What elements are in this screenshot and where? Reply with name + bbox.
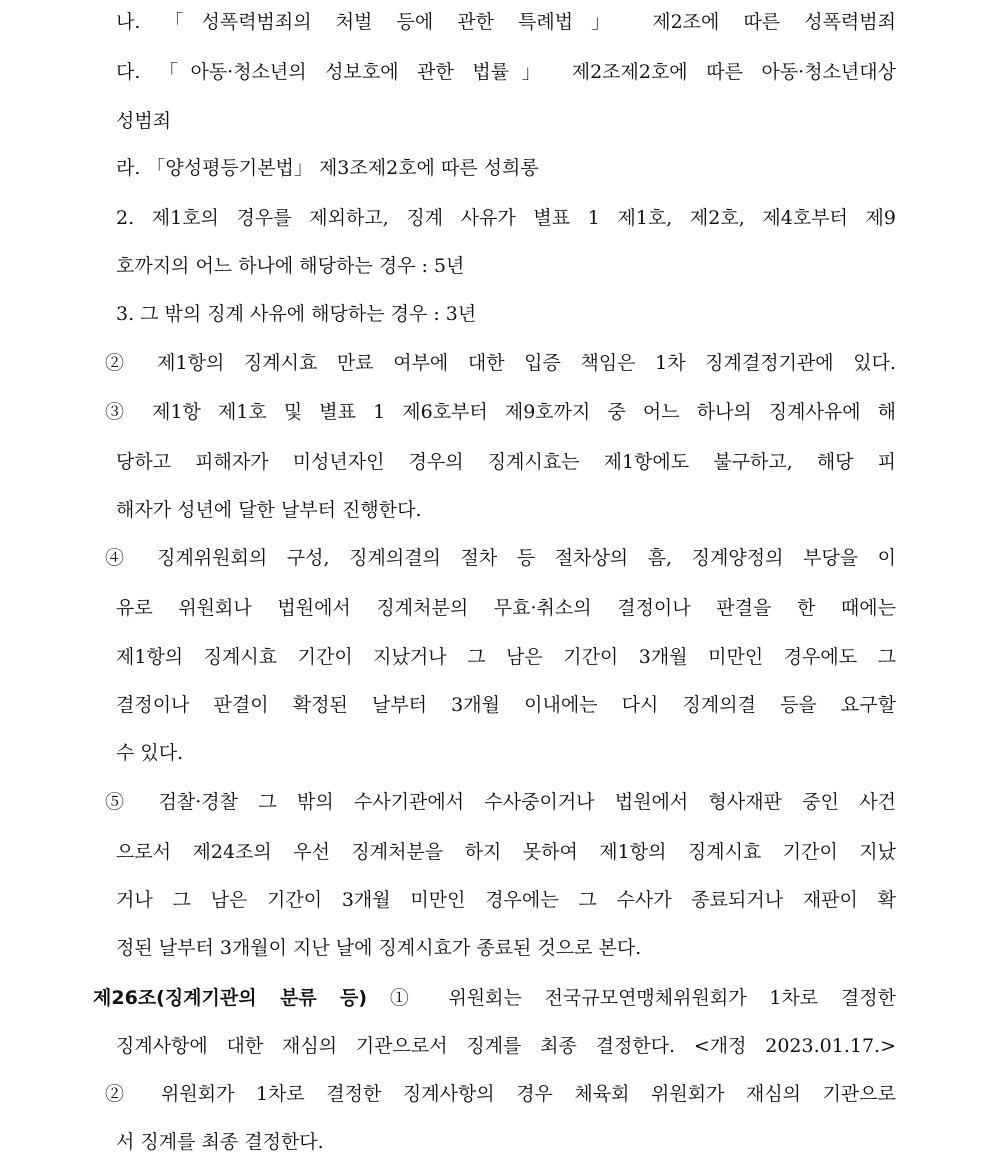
paragraph-4-line-3: 제1항의 징계시효 기간이 지났거나 그 남은 기간이 3개월 미만인 경우에도 그 <box>116 646 896 668</box>
item-2-cont: 호까지의 어느 하나에 해당하는 경우 : 5년 <box>116 255 465 277</box>
article-26-paragraph-1: ① 위원회는 전국규모연맹체위원회가 1차로 결정한 <box>367 987 896 1009</box>
item-2: 2. 제1호의 경우를 제외하고, 징계 사유가 별표 1 제1호, 제2호, 제4호부터 제9 <box>116 207 896 229</box>
item-da: 다. 「아동·청소년의 성보호에 관한 법률」 제2조제2호에 따른 아동·청소년대상 <box>116 61 896 83</box>
paragraph-5: ⑤ 검찰·경찰 그 밖의 수사기관에서 수사중이거나 법원에서 형사재판 중인 사건 <box>105 791 896 813</box>
paragraph-5-line-4: 정된 날부터 3개월이 지난 날에 징계시효가 종료된 것으로 본다. <box>116 937 642 959</box>
article-26-paragraph-2-line-2: 서 징계를 최종 결정한다. <box>116 1131 324 1153</box>
paragraph-4: ④ 징계위원회의 구성, 징계의결의 절차 등 절차상의 흠, 징계양정의 부당을 이 <box>105 547 896 569</box>
article-26-line-2: 징계사항에 대한 재심의 기관으로서 징계를 최종 결정한다. <개정 2023.01.17.> <box>116 1035 896 1057</box>
paragraph-3: ③ 제1항 제1호 및 별표 1 제6호부터 제9호까지 중 어느 하나의 징계사유에 해 <box>105 401 896 423</box>
paragraph-5-line-2: 으로서 제24조의 우선 징계처분을 하지 못하여 제1항의 징계시효 기간이 지났 <box>116 841 896 863</box>
paragraph-4-line-2: 유로 위원회나 법원에서 징계처분의 무효·취소의 결정이나 판결을 한 때에는 <box>116 597 896 619</box>
paragraph-4-line-4: 결정이나 판결이 확정된 날부터 3개월 이내에는 다시 징계의결 등을 요구할 <box>116 694 896 716</box>
article-26 <box>93 983 896 1013</box>
item-3: 3. 그 밖의 징계 사유에 해당하는 경우 : 3년 <box>116 303 477 325</box>
paragraph-2: ② 제1항의 징계시효 만료 여부에 대한 입증 책임은 1차 징계결정기관에 있다. <box>105 352 896 374</box>
paragraph-3-line-3: 해자가 성년에 달한 날부터 진행한다. <box>116 499 422 521</box>
article-26-heading: 제26조(징계기관의 분류 등) <box>93 987 368 1009</box>
paragraph-4-line-5: 수 있다. <box>116 742 184 764</box>
item-da-cont: 성범죄 <box>116 110 172 132</box>
item-na: 나. 「성폭력범죄의 처벌 등에 관한 특례법」 제2조에 따른 성폭력범죄 <box>116 11 896 33</box>
paragraph-3-line-2: 당하고 피해자가 미성년자인 경우의 징계시효는 제1항에도 불구하고, 해당 피 <box>116 451 896 473</box>
article-26-paragraph-2: ② 위원회가 1차로 결정한 징계사항의 경우 체육회 위원회가 재심의 기관으로 <box>105 1083 896 1105</box>
paragraph-5-line-3: 거나 그 남은 기간이 3개월 미만인 경우에는 그 수사가 종료되거나 재판이 확 <box>116 889 896 911</box>
item-ra: 라. 「양성평등기본법」 제3조제2호에 따른 성희롱 <box>116 157 539 179</box>
